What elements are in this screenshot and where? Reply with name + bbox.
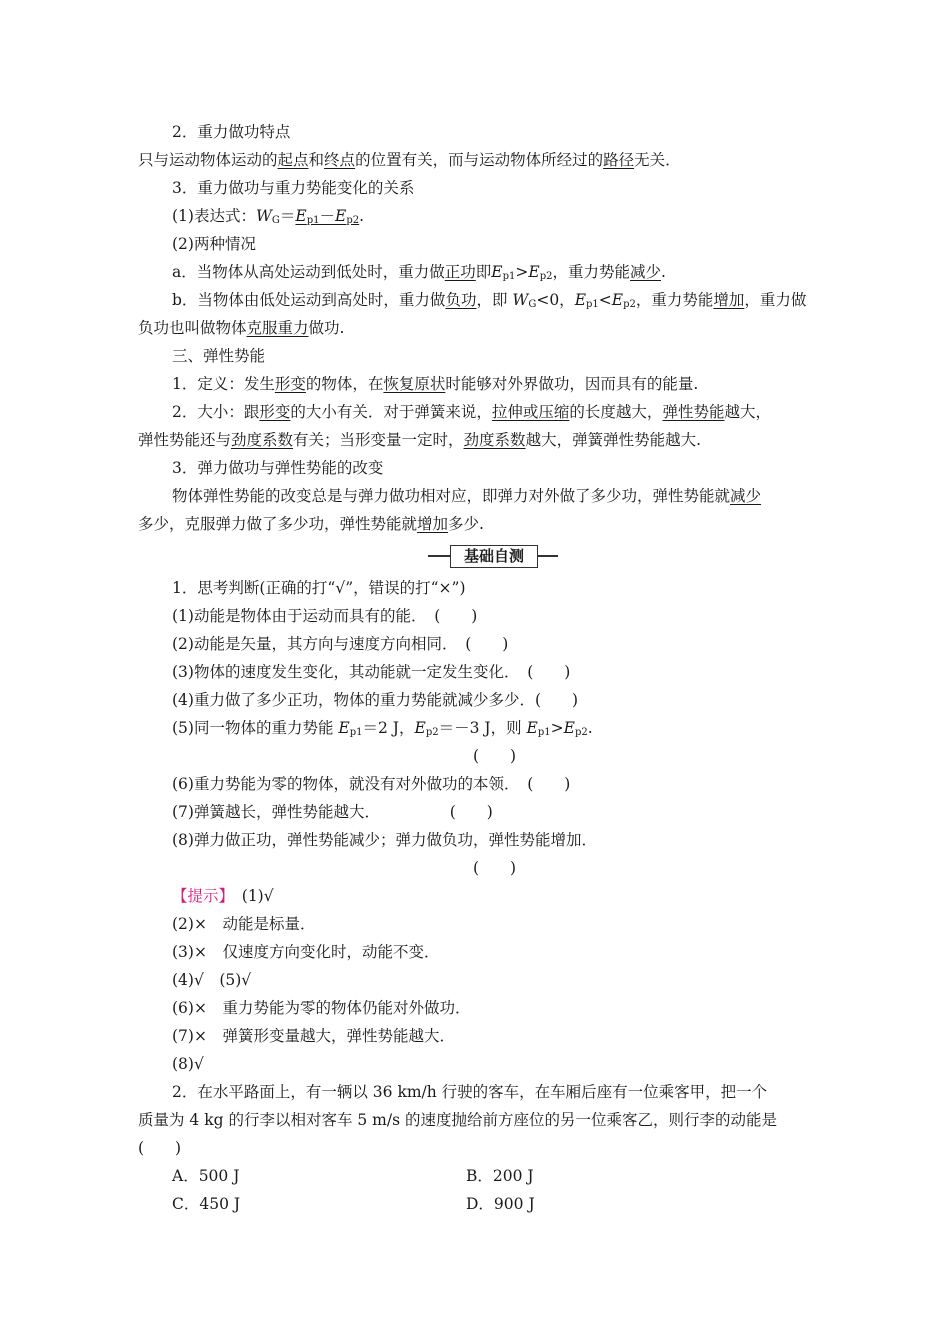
- hint-line-3: (3)× 仅速度方向变化时，动能不变．: [172, 943, 440, 961]
- q1-stem: 1．思考判断(正确的打“√”，错误的打“×”): [172, 579, 466, 597]
- elastic-work-text: 物体弹性势能的改变总是与弹力做功相对应，即弹力对外做了多少功，弹性势能就减少: [172, 487, 762, 505]
- hint-line-8: (8)√: [172, 1055, 204, 1073]
- section-banner: [428, 543, 558, 569]
- heading-work-energy-relation: 3．重力做功与重力势能变化的关系: [172, 179, 415, 197]
- banner-title: 基础自测: [450, 545, 538, 568]
- banner-rule-left: [428, 555, 450, 557]
- q1-item-8: (8)弹力做正功，弹性势能减少；弹力做负功，弹性势能增加．: [172, 831, 597, 849]
- elastic-magnitude: 2．大小：跟形变的大小有关．对于弹簧来说，拉伸或压缩的长度越大，弹性势能越大，: [172, 403, 771, 421]
- q1-item-5-paren: ( ): [473, 747, 517, 765]
- hint-line-7: (7)× 弹簧形变量越大，弹性势能越大．: [172, 1027, 455, 1045]
- q2-option-c: C．450 J: [172, 1195, 241, 1213]
- hint-line-1: 【提示】 (1)√: [172, 887, 274, 905]
- elastic-work-text-cont: 多少，克服弹力做了多少功，弹性势能就增加多少.: [138, 515, 484, 533]
- q1-item-5: (5)同一物体的重力势能 $E_{p1}=2$ J，$E_{p2}=-3$ J，则 $E_{p1}>E_{p2}$.: [172, 719, 593, 738]
- case-b-line: b．当物体由低处运动到高处时，重力做负功，即 $W_G<0$，$E_{p1}<E_{p2}$，重力势能增加，重力做: [172, 291, 807, 310]
- q2-option-b: B．200 J: [466, 1167, 534, 1185]
- hint-line-2: (2)× 动能是标量．: [172, 915, 316, 933]
- case-b-line-cont: 负功也叫做物体克服重力做功.: [138, 319, 345, 337]
- q2-stem-line-1: 2．在水平路面上，有一辆以 36 km/h 行驶的客车，在车厢后座有一位乘客甲，把一个: [172, 1083, 768, 1101]
- section-elastic-energy: 三、弹性势能: [172, 347, 266, 365]
- q1-item-7: (7)弹簧越长，弹性势能越大． ( ): [172, 803, 493, 821]
- hint-line-6: (6)× 重力势能为零的物体仍能对外做功．: [172, 999, 471, 1017]
- case-a-line: a．当物体从高处运动到低处时，重力做正功即$E_{p1}>E_{p2}$，重力势能减少.: [172, 263, 666, 282]
- hint-line-4: (4)√ (5)√: [172, 971, 252, 989]
- text-gravity-work-feature: 只与运动物体运动的起点和终点的位置有关，而与运动物体所经过的路径无关．: [138, 151, 681, 169]
- banner-rule-right: [536, 555, 558, 557]
- q1-item-1: (1)动能是物体由于运动而具有的能． ( ): [172, 607, 478, 625]
- q1-item-6: (6)重力势能为零的物体，就没有对外做功的本领． ( ): [172, 775, 571, 793]
- q2-stem-line-2: 质量为 4 kg 的行李以相对客车 5 m/s 的速度抛给前方座位的另一位乘客乙，则行李的动能是: [138, 1111, 777, 1129]
- q2-option-a: A．500 J: [172, 1167, 240, 1185]
- elastic-definition: 1．定义：发生形变的物体，在恢复原状时能够对外界做功，因而具有的能量.: [172, 375, 699, 393]
- heading-elastic-work: 3．弹力做功与弹性势能的改变: [172, 459, 384, 477]
- q2-stem-line-3: ( ): [138, 1139, 182, 1157]
- heading-gravity-work-feature: 2．重力做功特点: [172, 123, 291, 141]
- q1-item-4: (4)重力做了多少正功，物体的重力势能就减少多少．( ): [172, 691, 579, 709]
- q1-item-8-paren: ( ): [473, 859, 517, 877]
- hint-label: 【提示】: [172, 887, 227, 905]
- q1-item-2: (2)动能是矢量，其方向与速度方向相同． ( ): [172, 635, 509, 653]
- formula-line: (1)表达式：$W_G=E_{p1}-E_{p2}$.: [172, 207, 365, 226]
- q1-item-3: (3)物体的速度发生变化，其动能就一定发生变化． ( ): [172, 663, 571, 681]
- two-cases-heading: (2)两种情况: [172, 235, 256, 253]
- elastic-magnitude-cont: 弹性势能还与劲度系数有关；当形变量一定时，劲度系数越大，弹簧弹性势能越大.: [138, 431, 701, 449]
- q2-option-d: D．900 J: [466, 1195, 535, 1213]
